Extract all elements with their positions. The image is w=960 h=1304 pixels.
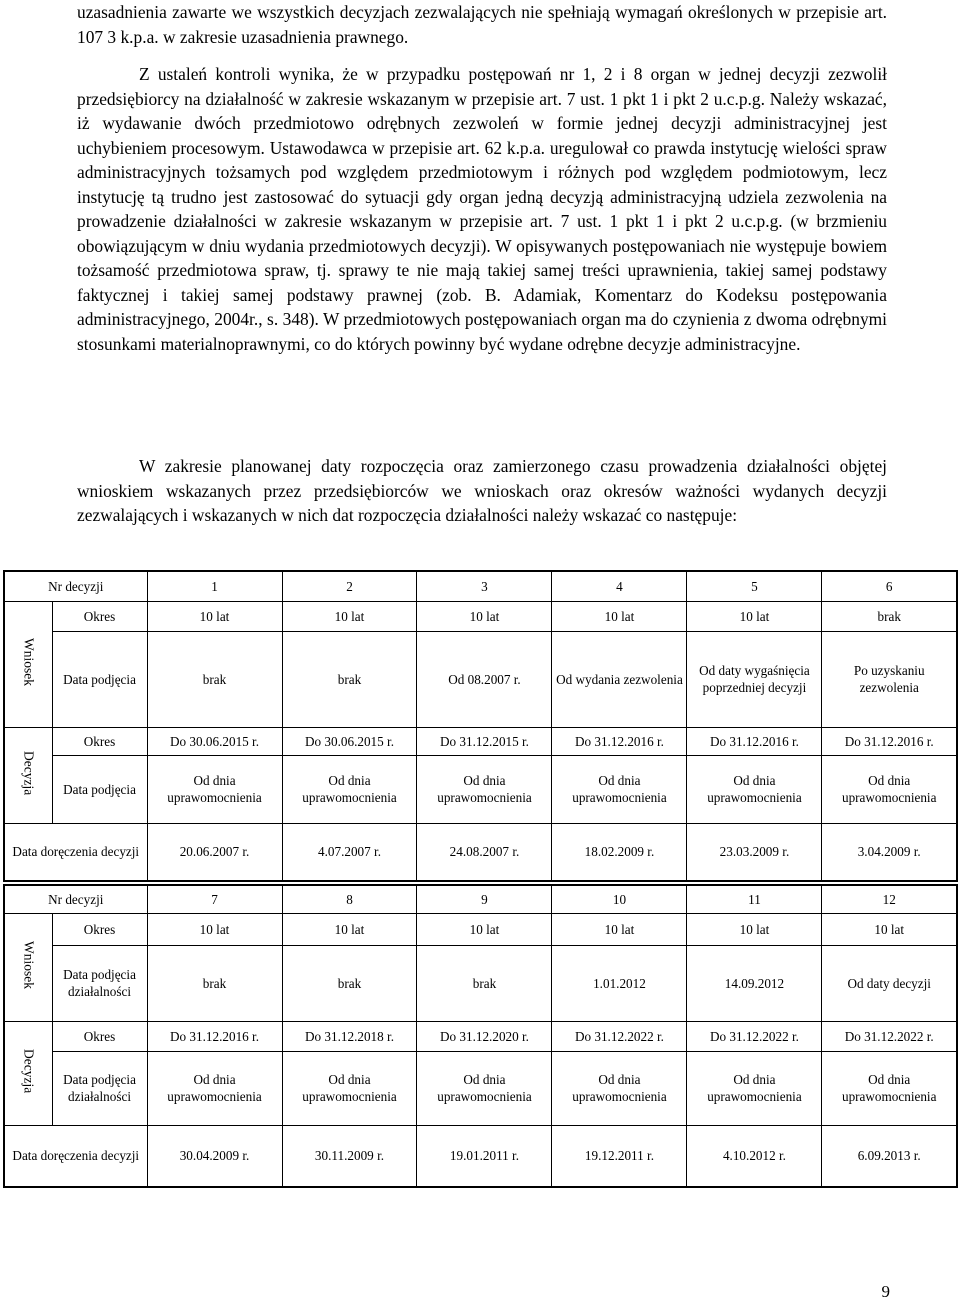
table-cell: brak: [282, 631, 417, 727]
table-cell: Od dnia uprawomocnienia: [282, 1051, 417, 1125]
data-podjecia-label: Data podjęcia działalności: [52, 1051, 147, 1125]
table-cell: Od dnia uprawomocnienia: [822, 755, 957, 823]
header-nr: 5: [687, 571, 822, 601]
table-cell: 24.08.2007 r.: [417, 823, 552, 881]
paragraph-intro: [77, 0, 887, 49]
data-podjecia-label: Data podjęcia: [52, 755, 147, 823]
table-cell: Do 31.12.2022 r.: [822, 1021, 957, 1051]
table-row: [4, 913, 957, 945]
table-cell: 10 lat: [417, 913, 552, 945]
wniosek-label: Wniosek: [21, 941, 37, 989]
decision-table-1: [3, 570, 958, 882]
table-cell: Od dnia uprawomocnienia: [687, 1051, 822, 1125]
table-cell: 19.01.2011 r.: [417, 1125, 552, 1187]
table-cell: 18.02.2009 r.: [552, 823, 687, 881]
table-cell: 23.03.2009 r.: [687, 823, 822, 881]
paragraph-main-text: Z ustaleń kontroli wynika, że w przypadku postępowań nr 1, 2 i 8 organ w jednej decyzji zezwolił przedsiębiorcy na działalność w zakresie wskazanym w przepisie art. 7 ust. 1 pkt 1 i pkt 2 u.c.p.g. Należy wskazać, iż wydawanie dwóch przedmiotowo odrębnych zezwoleń w formie jednej decyzji administracyjnej jest uchybieniem procesowym. Ustawodawca w przepisie art. 62 k.p.a. uregulował co prawda instytucję wielości spraw administracyjnych tożsamych pod względem przedmiotowym i różnych pod względem podmiotowym, lecz instytucję tą trudno jest zastosować do sytuacji gdy organ jedną decyzją administracyjną udziela zezwolenia na prowadzenie działalności w zakresie wskazanym w przepisie art. 7 ust. 1 pkt 1 i pkt 2 u.c.p.g. (w brzmieniu obowiązującym w dniu wydania przedmiotowych decyzji). W opisywanych postępowaniach nie występuje bowiem tożsamość przedmiotowa spraw, tj. sprawy te nie mają takiej samej treści uprawnienia, takiej samej podstawy faktycznej i takiej samej podstawy prawnej (zob. B. Adamiak, Komentarz do Kodeksu postępowania administracyjnego, 2004r., s. 348). W przedmiotowych postępowaniach organ ma do czynienia z dwoma odrębnymi stosunkami materialnoprawnymi, co do których powinny być wydane odrębne decyzje administracyjne.: [77, 64, 887, 354]
table-row: [4, 1051, 957, 1125]
wniosek-label: Wniosek: [21, 638, 37, 686]
table-cell: 10 lat: [687, 601, 822, 631]
data-podjecia-label: Data podjęcia: [52, 631, 147, 727]
table-cell: brak: [417, 945, 552, 1021]
header-nr: 6: [822, 571, 957, 601]
wniosek-label-cell: [4, 913, 52, 1021]
table-cell: Od dnia uprawomocnienia: [417, 1051, 552, 1125]
header-nr: 3: [417, 571, 552, 601]
decyzja-label-cell: [4, 727, 52, 823]
decyzja-label: Decyzja: [21, 750, 37, 796]
table-cell: Od dnia uprawomocnienia: [147, 755, 282, 823]
table-cell: Po uzyskaniu zezwolenia: [822, 631, 957, 727]
header-nr: 2: [282, 571, 417, 601]
table-cell: brak: [282, 945, 417, 1021]
table-row: [4, 631, 957, 727]
table-cell: 10 lat: [417, 601, 552, 631]
table-cell: Od daty decyzji: [822, 945, 957, 1021]
table-cell: Do 31.12.2020 r.: [417, 1021, 552, 1051]
table-row: [4, 1125, 957, 1187]
header-nr: 7: [147, 885, 282, 913]
doreczenie-label: Data doręczenia decyzji: [4, 1125, 147, 1187]
paragraph-plan: [77, 454, 887, 528]
header-nr: 11: [687, 885, 822, 913]
table-cell: 1.01.2012: [552, 945, 687, 1021]
table-cell: 3.04.2009 r.: [822, 823, 957, 881]
table-cell: Do 31.12.2016 r.: [552, 727, 687, 755]
decision-table-2: [3, 884, 958, 1188]
table-cell: Od dnia uprawomocnienia: [822, 1051, 957, 1125]
table-cell: Do 31.12.2022 r.: [687, 1021, 822, 1051]
table-cell: Do 31.12.2016 r.: [687, 727, 822, 755]
table-cell: 19.12.2011 r.: [552, 1125, 687, 1187]
table-cell: brak: [147, 945, 282, 1021]
table-cell: 4.07.2007 r.: [282, 823, 417, 881]
table-cell: Od daty wygaśnięcia poprzedniej decyzji: [687, 631, 822, 727]
header-nr: 4: [552, 571, 687, 601]
paragraph-main: [77, 62, 887, 356]
table-cell: 10 lat: [147, 601, 282, 631]
table-cell: Od wydania zezwolenia: [552, 631, 687, 727]
header-nr: 12: [822, 885, 957, 913]
table-cell: Od 08.2007 r.: [417, 631, 552, 727]
table-row: [4, 755, 957, 823]
table-row: [4, 601, 957, 631]
table-cell: 10 lat: [282, 913, 417, 945]
table-cell: Do 31.12.2015 r.: [417, 727, 552, 755]
table-cell: 10 lat: [687, 913, 822, 945]
table-cell: 30.04.2009 r.: [147, 1125, 282, 1187]
page-number: 9: [881, 1282, 890, 1301]
table-row: [4, 823, 957, 881]
table-cell: Od dnia uprawomocnienia: [687, 755, 822, 823]
paragraph-intro-text: uzasadnienia zawarte we wszystkich decyzjach zezwalających nie spełniają wymagań określonych w przepisie art. 107 3 k.p.a. w zakresie uzasadnienia prawnego.: [77, 2, 887, 47]
table-cell: Od dnia uprawomocnienia: [282, 755, 417, 823]
header-nr-label: Nr decyzji: [4, 885, 147, 913]
table-cell: Do 30.06.2015 r.: [147, 727, 282, 755]
table-row: [4, 945, 957, 1021]
table-row: [4, 885, 957, 913]
paragraph-plan-text: W zakresie planowanej daty rozpoczęcia oraz zamierzonego czasu prowadzenia działalności objętej wnioskiem wskazanych przez przedsiębiorców we wnioskach oraz okresów ważności wydanych decyzji zezwalających i wskazanych w nich dat rozpoczęcia działalności należy wskazać co następuje:: [77, 456, 887, 525]
table-cell: Od dnia uprawomocnienia: [147, 1051, 282, 1125]
table-cell: 20.06.2007 r.: [147, 823, 282, 881]
table-cell: Do 31.12.2018 r.: [282, 1021, 417, 1051]
table-cell: 10 lat: [552, 913, 687, 945]
wniosek-label-cell: [4, 601, 52, 727]
table-cell: Od dnia uprawomocnienia: [417, 755, 552, 823]
decyzja-label: Decyzja: [21, 1048, 37, 1094]
header-nr: 1: [147, 571, 282, 601]
header-nr: 8: [282, 885, 417, 913]
table-row: [4, 571, 957, 601]
data-podjecia-label: Data podjęcia działalności: [52, 945, 147, 1021]
table-cell: 30.11.2009 r.: [282, 1125, 417, 1187]
decyzja-label-cell: [4, 1021, 52, 1125]
header-nr: 10: [552, 885, 687, 913]
table-cell: 10 lat: [282, 601, 417, 631]
table-cell: Od dnia uprawomocnienia: [552, 755, 687, 823]
table-cell: Od dnia uprawomocnienia: [552, 1051, 687, 1125]
table-cell: 14.09.2012: [687, 945, 822, 1021]
table-cell: Do 30.06.2015 r.: [282, 727, 417, 755]
table-row: [4, 727, 957, 755]
okres-label: Okres: [52, 601, 147, 631]
okres-label: Okres: [52, 1021, 147, 1051]
header-nr-label: Nr decyzji: [4, 571, 147, 601]
table-cell: 4.10.2012 r.: [687, 1125, 822, 1187]
table-cell: brak: [147, 631, 282, 727]
table-cell: 6.09.2013 r.: [822, 1125, 957, 1187]
table-cell: Do 31.12.2016 r.: [822, 727, 957, 755]
table-cell: 10 lat: [822, 913, 957, 945]
doreczenie-label: Data doręczenia decyzji: [4, 823, 147, 881]
table-cell: Do 31.12.2022 r.: [552, 1021, 687, 1051]
table-row: [4, 1021, 957, 1051]
header-nr: 9: [417, 885, 552, 913]
okres-label: Okres: [52, 727, 147, 755]
table-cell: 10 lat: [147, 913, 282, 945]
table-cell: brak: [822, 601, 957, 631]
table-cell: 10 lat: [552, 601, 687, 631]
table-cell: Do 31.12.2016 r.: [147, 1021, 282, 1051]
okres-label: Okres: [52, 913, 147, 945]
